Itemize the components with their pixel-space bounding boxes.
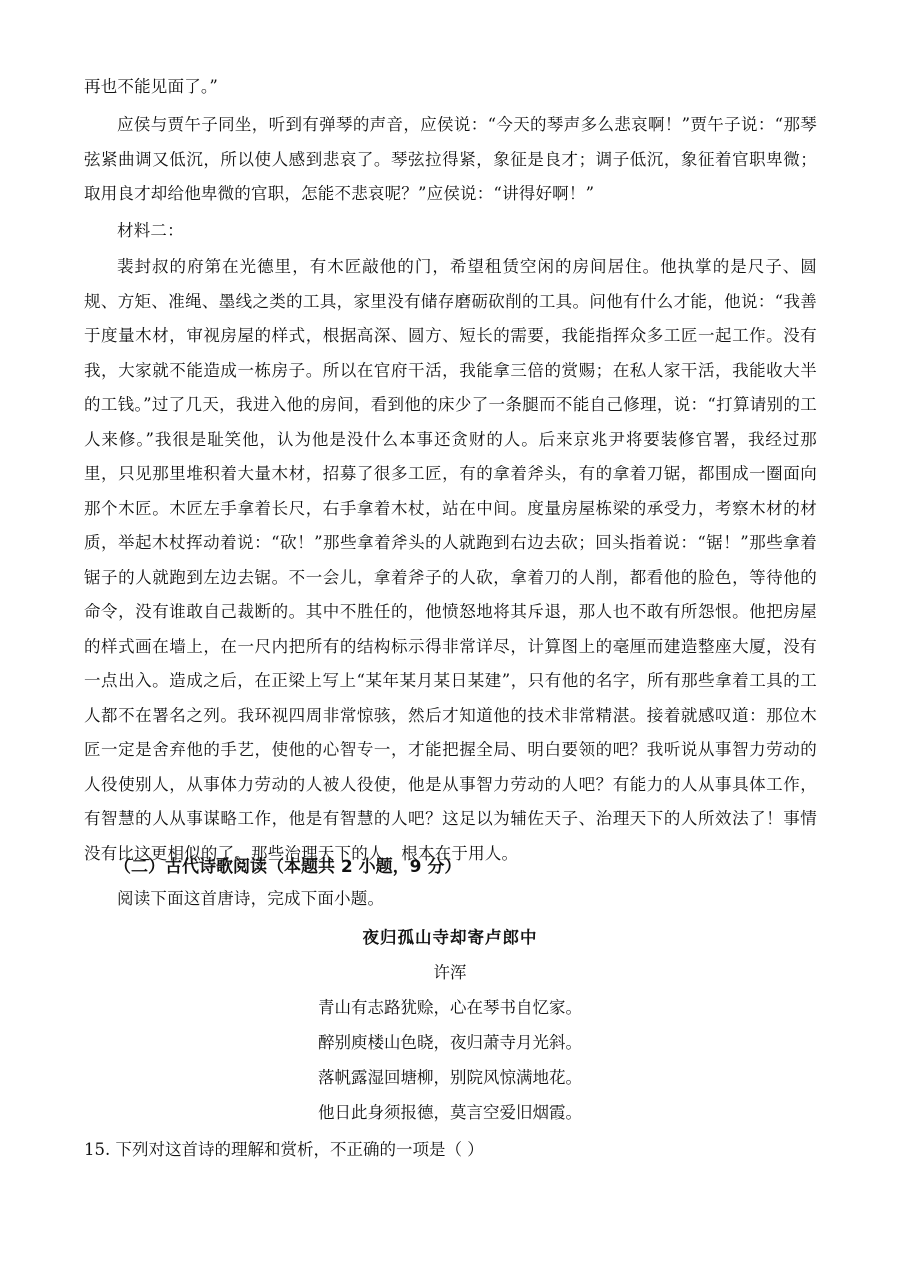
passage-paragraph-2: 应侯与贾午子同坐，听到有弹琴的声音，应侯说：“今天的琴声多么悲哀啊！”贾午子说：“那琴弦紧曲调又低沉，所以使人感到悲哀了。琴弦拉得紧，象征是良才；调子低沉，象征着官职卑微；取用良才却给他卑微的官职，怎能不悲哀呢？”应侯说：“讲得好啊！” [84, 115, 817, 203]
poem-line-1: 青山有志路犹赊，心在琴书自忆家。 [318, 998, 582, 1017]
poem-line-3: 落帆露湿回塘柳，别院风惊满地花。 [318, 1068, 582, 1087]
passage-paragraph-4: 裴封叔的府第在光德里，有木匠敲他的门，希望租赁空闲的房间居住。他执掌的是尺子、圆规、方矩、准绳、墨线之类的工具，家里没有储存磨砺砍削的工具。问他有什么才能，他说：“我善于度量木材，审视房屋的样式，根据高深、圆方、短长的需要，我能指挥众多工匠一起工作。没有我，大家就不能造成一栋房子。所以在官府干活，我能拿三倍的赏赐；在私人家干活，我能收大半的工钱。”过了几天，我进入他的房间，看到他的床少了一条腿而不能自己修理，说：“打算请别的工人来修。”我很是耻笑他，认为他是没什么本事还贪财的人。后来京兆尹将要装修官署，我经过那里，只见那里堆积着大量木材，招募了很多工匠，有的拿着斧头，有的拿着刀锯，都围成一圈面向那个木匠。木匠左手拿着长尺，右手拿着木杖，站在中间。度量房屋栋梁的承受力，考察木材的材质，举起木杖挥动着说：“砍！”那些拿着斧头的人就跑到右边去砍；回头指着说：“锯！”那些拿着锯子的人就跑到左边去锯。不一会儿，拿着斧子的人砍，拿着刀的人削，都看他的脸色，等待他的命令，没有谁敢自己裁断的。其中不胜任的，他愤怒地将其斥退，那人也不敢有所怨恨。他把房屋的样式画在墙上，在一尺内把所有的结构标示得非常详尽，计算图上的毫厘而建造整座大厦，没有一点出入。造成之后，在正梁上写上“某年某月某日某建”，只有他的名字，所有那些拿着工具的工人都不在署名之列。我环视四周非常惊骇，然后才知道他的技术非常精湛。接着就感叹道：那位木匠一定是舍弃他的手艺，使他的心智专一，才能把握全局、明白要领的吧？我听说从事智力劳动的人役使别人，从事体力劳动的人被人役使，他是从事智力劳动的人吧？有能力的人从事具体工作，有智慧的人从事谋略工作，他是有智慧的人吧？这足以为辅佐天子、治理天下的人所效法了！事情没有比这更相似的了。那些治理天下的人，根本在于用人。 [84, 257, 817, 863]
passage-paragraph-1: 再也不能见面了。” [84, 77, 218, 96]
poem-author: 许浑 [433, 963, 467, 982]
section-instruction: 阅读下面这首唐诗，完成下面小题。 [117, 889, 385, 908]
material-two-label: 材料二： [117, 221, 184, 240]
poem-line-2: 醉别庾楼山色晓，夜归萧寺月光斜。 [318, 1033, 582, 1052]
section-heading: （二）古代诗歌阅读（本题共 2 小题，9 分） [114, 857, 462, 877]
poem-title: 夜归孤山寺却寄卢郎中 [362, 928, 538, 947]
question-15: 15. 下列对这首诗的理解和赏析，不正确的一项是（ ） [84, 1140, 484, 1159]
poem-line-4: 他日此身须报德，莫言空爱旧烟霞。 [318, 1103, 582, 1122]
